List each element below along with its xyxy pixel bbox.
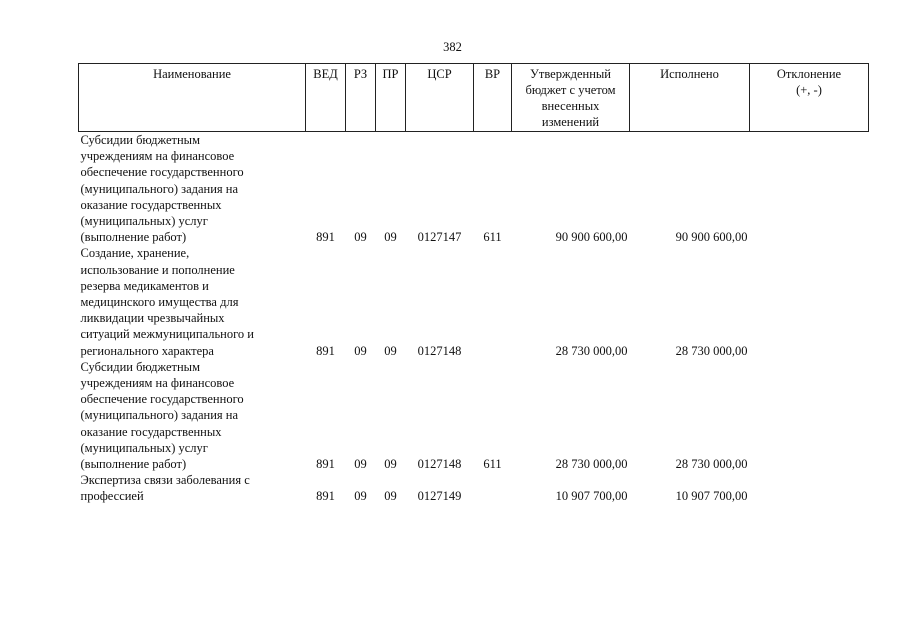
row-ved: 891: [316, 457, 335, 472]
row-vr: 611: [483, 457, 502, 472]
row-name: [79, 132, 306, 246]
row-rz: 09: [354, 457, 367, 472]
row-name: [79, 245, 306, 358]
row-name-line: использование и пополнение: [80, 262, 235, 277]
row-name-line: медицинского имущества для: [80, 295, 239, 310]
col-header-executed: Исполнено: [630, 64, 750, 132]
col-header-deviation: [750, 64, 869, 132]
budget-table: [78, 63, 869, 505]
header-row: [79, 64, 869, 132]
row-name-line: ликвидации чрезвычайных: [80, 311, 225, 326]
row-deviation: [750, 132, 869, 246]
col-header-approved-line: бюджет с учетом: [525, 83, 616, 97]
row-name-line: Субсидии бюджетным: [80, 133, 200, 147]
row-name-line: (выполнение работ): [80, 457, 187, 472]
col-header-deviation-line: (+, -): [796, 83, 822, 97]
row-name-line: Создание, хранение,: [80, 246, 190, 261]
row-csr: 0127147: [417, 230, 462, 245]
col-header-approved-line: внесенных: [541, 99, 600, 113]
row-deviation: [750, 245, 869, 358]
row-executed: 28 730 000,00: [675, 343, 748, 358]
row-rz: 09: [354, 230, 367, 245]
row-name-line: учреждениям на финансовое: [80, 376, 235, 391]
page-number: 382: [443, 40, 462, 54]
row-csr: 0127148: [417, 457, 462, 472]
row-name: [79, 359, 306, 472]
row-name-line: обеспечение государственного: [80, 392, 244, 407]
row-pr: 09: [384, 489, 397, 504]
col-header-approved-line: Утвержденный: [530, 67, 611, 81]
row-pr: 09: [384, 343, 397, 358]
row-name-line: Субсидии бюджетным: [80, 359, 200, 374]
row-deviation: [750, 472, 869, 504]
col-header-pr: ПР: [376, 64, 406, 132]
row-name: [79, 472, 306, 504]
row-name-line: оказание государственных: [80, 424, 222, 439]
row-pr: 09: [384, 230, 397, 245]
row-name-line: (выполнение работ): [80, 230, 187, 245]
row-ved: 891: [316, 230, 335, 245]
table-row: [79, 132, 869, 246]
row-rz: 09: [354, 343, 367, 358]
col-header-ved: ВЕД: [306, 64, 346, 132]
row-name-line: (муниципальных) услуг: [80, 440, 208, 455]
row-rz: 09: [354, 489, 367, 504]
col-header-approved-line: изменений: [541, 115, 600, 129]
row-deviation: [750, 359, 869, 472]
row-vr: 611: [483, 230, 502, 245]
row-name-line: оказание государственных: [80, 197, 222, 212]
row-name-line: резерва медикаментов и: [80, 278, 209, 293]
row-approved: 10 907 700,00: [555, 489, 628, 504]
row-vr: [474, 472, 512, 504]
row-pr: 09: [384, 457, 397, 472]
row-approved: 90 900 600,00: [555, 230, 628, 245]
table-row: [79, 472, 869, 504]
row-name-line: (муниципальных) услуг: [80, 214, 208, 229]
col-header-vr: ВР: [474, 64, 512, 132]
row-name-line: регионального характера: [80, 343, 214, 358]
col-header-rz: РЗ: [346, 64, 376, 132]
row-executed: 28 730 000,00: [675, 457, 748, 472]
row-approved: 28 730 000,00: [555, 343, 628, 358]
col-header-approved: [512, 64, 630, 132]
row-name-line: обеспечение государственного: [80, 165, 244, 180]
row-name-line: профессией: [80, 489, 144, 504]
col-header-csr: ЦСР: [406, 64, 474, 132]
row-executed: 90 900 600,00: [675, 230, 748, 245]
col-header-deviation-line: Отклонение: [776, 67, 842, 81]
row-vr: [474, 245, 512, 358]
row-ved: 891: [316, 343, 335, 358]
row-name-line: ситуаций межмуниципального и: [80, 327, 254, 342]
row-name-line: (муниципального) задания на: [80, 408, 239, 423]
row-ved: 891: [316, 489, 335, 504]
row-name-line: учреждениям на финансовое: [80, 149, 235, 164]
row-name-line: Экспертиза связи заболевания с: [80, 473, 250, 488]
row-csr: 0127149: [417, 489, 462, 504]
col-header-name: Наименование: [79, 64, 306, 132]
row-executed: 10 907 700,00: [675, 489, 748, 504]
row-csr: 0127148: [417, 343, 462, 358]
row-approved: 28 730 000,00: [555, 457, 628, 472]
table-row: [79, 359, 869, 472]
row-name-line: (муниципального) задания на: [80, 181, 239, 196]
table-row: [79, 245, 869, 358]
